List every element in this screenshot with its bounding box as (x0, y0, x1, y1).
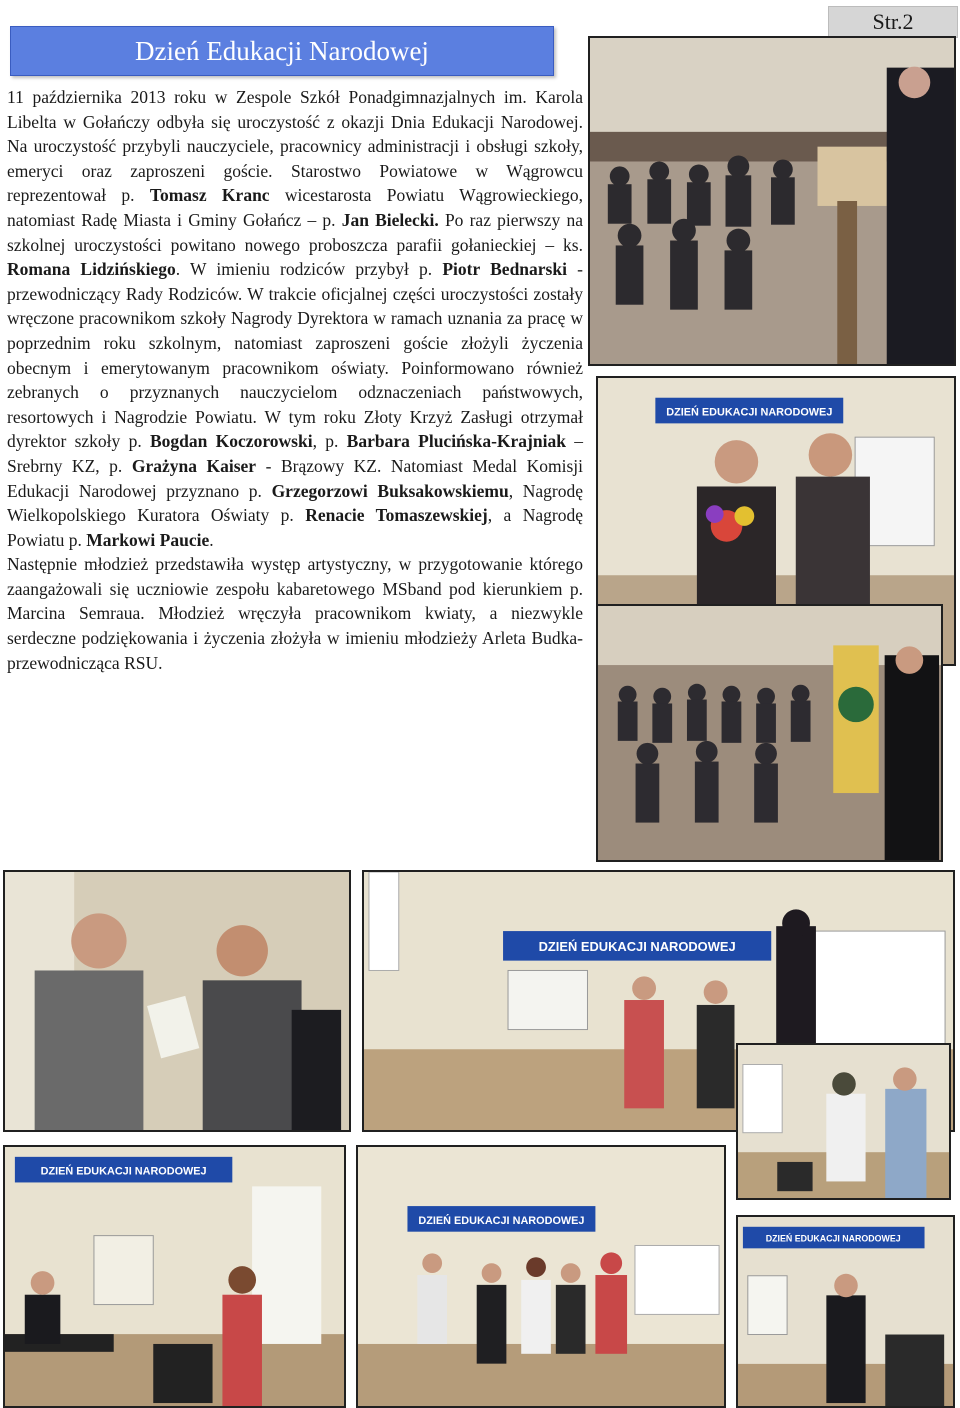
person-name: Romana Lidzińskiego (7, 259, 176, 280)
person-name: Markowi Paucie (86, 529, 210, 550)
banner-text: DZIEŃ EDUKACJI NARODOWEJ (666, 406, 833, 419)
banner-text: DZIEŃ EDUKACJI NARODOWEJ (765, 1233, 901, 1244)
text-span: Po raz pierwszy na szkolnej uroczystości powitano nowego proboszcza parafii gołanieckiej – ks. (7, 209, 583, 255)
article-title-box (10, 26, 554, 76)
text-span: - przewodniczący Rady Rodziców. W trakcie oficjalnej części uroczystości zostały wręczone pracownikom szkoły Nagrody Dyrektora w ramach uznania za pracę w poprzednim roku szkolnym, natomiast zaproszeni goście złożyli życzenia obecnym i emerytowanym pracownikom oświaty. Poinformowano również zebranych o przyznanych nauczycielom odznaczeniach państwowych, resortowych i Nagrodzie Powiatu. W tym roku Złoty Krzyż Zasługi otrzymał dyrektor szkoły p. (7, 259, 583, 452)
photo-audience-flag (596, 604, 943, 862)
person-name: Grzegorzowi Buksakowskiemu (271, 480, 509, 501)
article-title: Dzień Edukacji Narodowej (135, 36, 429, 66)
text-span: 11 października 2013 roku w Zespole Szkół Ponadgimnazjalnych im. Karola Libelta w Gołańczy odbyła się uroczystość z okazji Dnia Edukacji Narodowej. Na uroczystość przybyli nauczyciele, pracownicy administracji i obsługi szkoły, emeryci oraz zaproszeni goście. Starostwo Powiatowe w Wągrowcu reprezentował p. (7, 87, 583, 206)
text-span: , Nagrodę Wielkopolskiego Kuratora Oświaty p. (7, 480, 583, 526)
photo-stage-speaker (736, 1215, 955, 1408)
text-span: – Srebrny KZ, p. (7, 431, 583, 476)
page-number: Str.2 (872, 9, 914, 34)
person-name: Bogdan Koczorowski (149, 431, 313, 452)
article-body (7, 85, 583, 675)
text-span: . (209, 529, 214, 550)
text-span: - Brązowy KZ. Natomiast Medal Komisji Edukacji Narodowej przyznano p. (7, 455, 583, 501)
person-name: Barbara Plucińska-Krajniak (346, 431, 566, 452)
person-name: Piotr Bednarski (442, 259, 567, 280)
page-number-box (828, 6, 958, 38)
text-span: , a Nagrodę Powiatu p. (7, 505, 583, 550)
photo-audience-speech (588, 36, 956, 366)
person-name: Grażyna Kaiser (131, 455, 257, 476)
person-name: Jan Bielecki. (341, 209, 439, 230)
person-name: Tomasz Kranc (149, 185, 270, 206)
person-name: Renacie Tomaszewskiej (305, 505, 488, 526)
photo-diploma (3, 870, 351, 1132)
photo-group-stage (356, 1145, 726, 1408)
banner-text: DZIEŃ EDUKACJI NARODOWEJ (40, 1165, 207, 1178)
banner-text: DZIEŃ EDUKACJI NARODOWEJ (418, 1214, 585, 1227)
photo-stage-scene (736, 1043, 951, 1200)
article-paragraph-2: Następnie młodzież przedstawiła występ artystyczny, w przygotowanie którego zaangażowali się uczniowie zespołu kabaretowego MSband pod kierunkiem p. Marcina Semraua. Młodzież wręczyła pracownikom kwiaty, a niezwykle serdeczne podziękowania i życzenia złożyła w imieniu młodzieży Arleta Budka- przewodnicząca RSU. (7, 554, 583, 673)
text-span: . W imieniu rodziców przybył p. (175, 259, 443, 280)
photo-musicians (3, 1145, 346, 1408)
banner-text: DZIEŃ EDUKACJI NARODOWEJ (538, 938, 736, 954)
article-paragraph-1 (7, 85, 583, 552)
text-span: , p. (312, 431, 347, 452)
text-span: wicestarosta Powiatu Wągrowieckiego, natomiast Radę Miasta i Gminy Gołańcz – p. (7, 185, 583, 230)
